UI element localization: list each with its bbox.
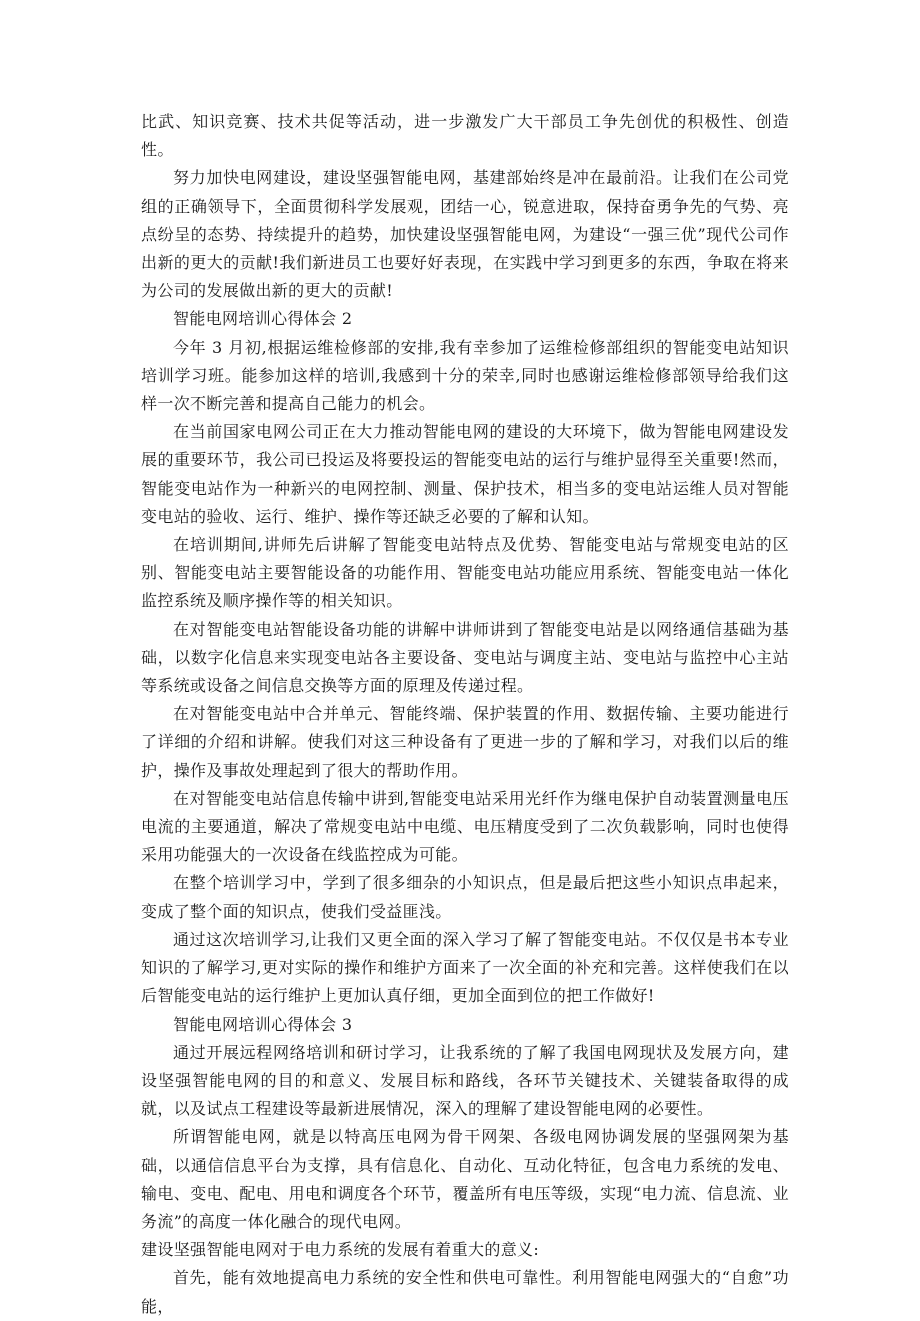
paragraph: 在培训期间,讲师先后讲解了智能变电站特点及优势、智能变电站与常规变电站的区别、智能变电站主要智能设备的功能作用、智能变电站功能应用系统、智能变电站一体化监控系统及顺序操作等的相关知识。	[141, 535, 789, 611]
paragraph: 在对智能变电站信息传输中讲到,智能变电站采用光纤作为继电保护自动装置测量电压电流的主要通道，解决了常规变电站中电缆、电压精度受到了二次负载影响，同时也使得采用功能强大的一次设备在线监控成为可能。	[141, 788, 789, 865]
paragraph: 在当前国家电网公司正在大力推动智能电网的建设的大环境下，做为智能电网建设发展的重要环节，我公司已投运及将要投运的智能变电站的运行与维护显得至关重要!然而，智能变电站作为一种新兴的电网控制、测量、保护技术，相当多的变电站运维人员对智能变电站的验收、运行、维护、操作等还缺乏必要的了解和认知。	[141, 422, 789, 526]
section-heading: 智能电网培训心得体会 2	[173, 309, 353, 329]
paragraph: 通过开展远程网络培训和研讨学习，让我系统的了解了我国电网现状及发展方向，建设坚强智能电网的目的和意义、发展目标和路线，各环节关键技术、关键装备取得的成就，以及试点工程建设等最新进展情况，深入的理解了建设智能电网的必要性。	[141, 1042, 789, 1119]
paragraph: 努力加快电网建设，建设坚强智能电网，基建部始终是冲在最前沿。让我们在公司党组的正确领导下，全面贯彻科学发展观，团结一心，锐意进取，保持奋勇争先的气势、亮点纷呈的态势、持续提升的趋势，加快建设坚强智能电网，为建设“一强三优”现代公司作出新的更大的贡献!我们新进员工也要好好表现，在实践中学习到更多的东西，争取在将来为公司的发展做出新的更大的贡献!	[141, 168, 789, 301]
paragraph: 建设坚强智能电网对于电力系统的发展有着重大的意义:	[141, 1240, 540, 1260]
paragraph: 所谓智能电网，就是以特高压电网为骨干网架、各级电网协调发展的坚强网架为基础，以通信信息平台为支撑，具有信息化、自动化、互动化特征，包含电力系统的发电、输电、变电、配电、用电和调度各个环节，覆盖所有电压等级，实现“电力流、信息流、业务流”的高度一体化融合的现代电网。	[141, 1127, 789, 1231]
paragraph: 在对智能变电站智能设备功能的讲解中讲师讲到了智能变电站是以网络通信基础为基础，以数字化信息来实现变电站各主要设备、变电站与调度主站、变电站与监控中心主站等系统或设备之间信息交换等方面的原理及传递过程。	[141, 619, 789, 696]
document-body	[141, 108, 789, 1321]
paragraph: 比武、知识竞赛、技术共促等活动，进一步激发广大干部员工争先创优的积极性、创造性。	[141, 112, 789, 160]
paragraph: 在对智能变电站中合并单元、智能终端、保护装置的作用、数据传输、主要功能进行了详细的介绍和讲解。使我们对这三种设备有了更进一步的了解和学习，对我们以后的维护，操作及事故处理起到了很大的帮助作用。	[141, 704, 789, 780]
paragraph: 首先，能有效地提高电力系统的安全性和供电可靠性。利用智能电网强大的“自愈”功能，	[141, 1268, 789, 1316]
section-heading: 智能电网培训心得体会 3	[173, 1014, 353, 1034]
paragraph: 在整个培训学习中，学到了很多细杂的小知识点，但是最后把这些小知识点串起来，变成了整个面的知识点，使我们受益匪浅。	[141, 873, 789, 921]
paragraph: 通过这次培训学习,让我们又更全面的深入学习了解了智能变电站。不仅仅是书本专业知识的了解学习,更对实际的操作和维护方面来了一次全面的补充和完善。这样使我们在以后智能变电站的运行维护上更加认真仔细，更加全面到位的把工作做好!	[141, 929, 789, 1006]
paragraph: 今年 3 月初,根据运维检修部的安排,我有幸参加了运维检修部组织的智能变电站知识培训学习班。能参加这样的培训,我感到十分的荣幸,同时也感谢运维检修部领导给我们这样一次不断完善和提高自己能力的机会。	[141, 337, 789, 414]
